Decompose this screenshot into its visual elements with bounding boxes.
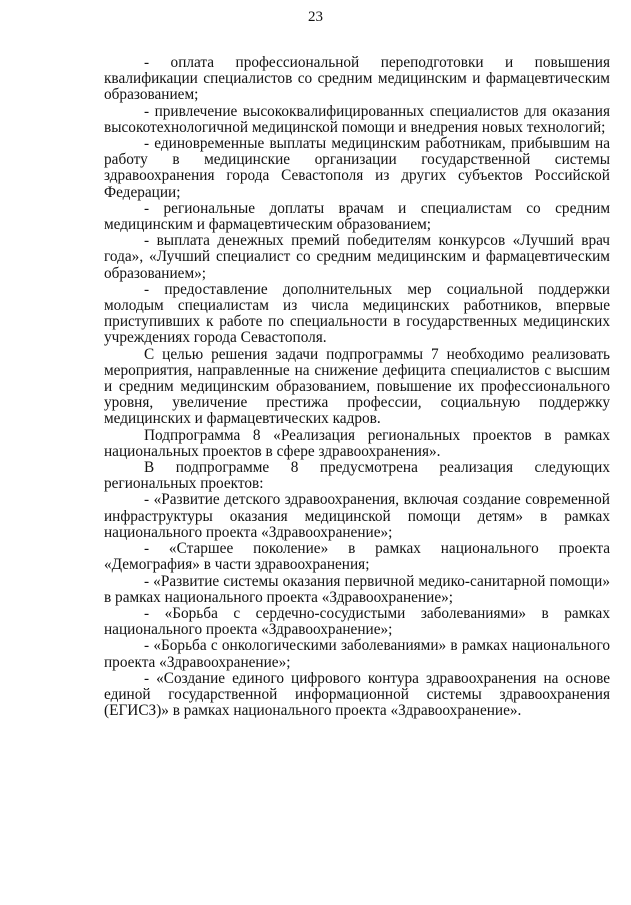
list-item-project-digital-circuit: - «Создание единого цифрового контура здравоохранения на основе единой государственной информационной системы здравоохранения (ЕГИСЗ)» в рамках национального проекта «Здравоохранение». (104, 669, 610, 720)
list-item-lump-sum-payments: - единовременные выплаты медицинским работникам, прибывшим на работу в медицинские организации государственной системы здравоохранения города Севастополя из других субъектов Российской Федерации; (104, 135, 610, 201)
paragraph-subprogram-7-goal: С целью решения задачи подпрограммы 7 необходимо реализовать мероприятия, направленные на снижение дефицита специалистов с высшим и средним медицинским образованием, повышение их профессионального уровня, увеличение престижа профессии, социальную поддержку медицинских и фармацевтических кадров. (104, 345, 610, 428)
list-item-regional-allowances: - региональные доплаты врачам и специалистам со средним медицинским и фармацевтическим образованием; (104, 199, 610, 234)
list-item-project-oncology: - «Борьба с онкологическими заболеваниями» в рамках национального проекта «Здравоохранение»; (104, 637, 610, 671)
list-item-project-cardiovascular: - «Борьба с сердечно-сосудистыми заболеваниями» в рамках национального проекта «Здравоохранение»; (104, 604, 610, 639)
list-item-contest-prizes: - выплата денежных премий победителям конкурсов «Лучший врач года», «Лучший специалист со средним медицинским и фармацевтическим образованием»; (104, 232, 610, 282)
list-item-retraining-payment: - оплата профессиональной переподготовки и повышения квалификации специалистов со средним медицинским и фармацевтическим образованием; (104, 54, 610, 104)
list-item-project-primary-care: - «Развитие системы оказания первичной медико-санитарной помощи» в рамках национального проекта «Здравоохранение»; (104, 572, 610, 606)
list-item-young-specialists-support: - предоставление дополнительных мер социальной поддержки молодым специалистам из числа медицинских работников, впервые приступивших к работе по специальности в государственных медицинских учреждениях города Севастополя. (104, 280, 610, 347)
list-item-attract-specialists: - привлечение высококвалифицированных специалистов для оказания высокотехнологичной медицинской помощи и внедрения новых технологий; (104, 102, 610, 136)
paragraph-subprogram-8-intro: В подпрограмме 8 предусмотрена реализация следующих региональных проектов: (104, 459, 610, 493)
document-body (104, 55, 610, 719)
list-item-project-older-generation: - «Старшее поколение» в рамках национального проекта «Демография» в части здравоохранения; (104, 540, 610, 574)
list-item-project-child-healthcare: - «Развитие детского здравоохранения, включая создание современной инфраструктуры оказания медицинской помощи детям» в рамках национального проекта «Здравоохранение»; (104, 491, 610, 541)
page-number: 23 (308, 9, 323, 25)
paragraph-subprogram-8-title: Подпрограмма 8 «Реализация региональных проектов в рамках национальных проектов в сфере здравоохранения». (104, 426, 610, 460)
